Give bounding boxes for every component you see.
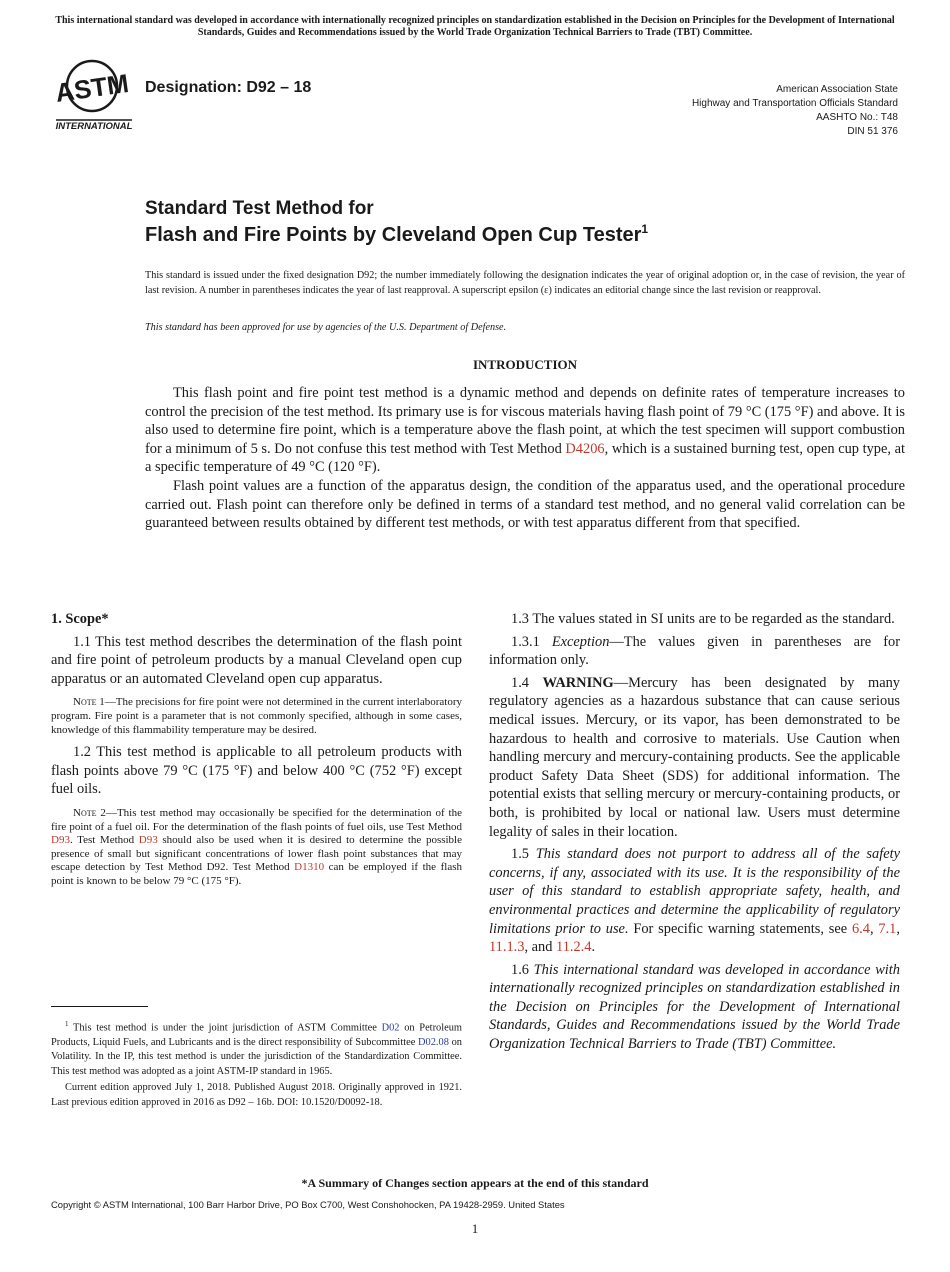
logo-text-international: INTERNATIONAL [55, 121, 133, 132]
page-number: 1 [471, 1221, 479, 1236]
astm-logo [52, 58, 136, 132]
note-1-label: Note 1 [73, 696, 105, 709]
note-2-text: . Test Method [69, 834, 139, 847]
aashto-line: AASHTO No.: T48 [816, 112, 898, 123]
title-line-2 [145, 222, 648, 247]
footnote-2: Current edition approved July 1, 2018. Published August 2018. Originally approved in 1921. Last previous edition approved in 2016 as D92 – 16b. DOI: 10.1520/D0092-18. [51, 1082, 462, 1108]
astm-logo-icon [52, 58, 136, 132]
dod-approval: This standard has been approved for use by agencies of the U.S. Department of Defense. [145, 322, 507, 333]
designation-year: 18 [293, 79, 312, 96]
section-1-3-1 [489, 633, 900, 670]
section-number: 1.3.1 [511, 633, 552, 650]
exception-label: Exception [551, 633, 610, 650]
note-1 [51, 696, 462, 737]
introduction-body [145, 384, 905, 533]
intro-text: This flash point and fire point test method is a dynamic method and depends on definite rates of temperature increases to control the precision of the test method. Its primary use is for viscous materials having flash point of 79 °C (175 °F) and above. It is also used to determine fire point, which is a temperature above the flash point, at which the test specimen will support combustion for a minimum of 5 s. Do not confuse this test method with Test Method [145, 385, 905, 457]
title-line-1: Standard Test Method for [145, 198, 374, 219]
designation-label: Designation: D92 [145, 79, 276, 96]
link-11-1-3[interactable]: 11.1.3 [489, 939, 525, 956]
wto-statement: This international standard was developed in accordance with internationally recognized principles on standardization established in the Decision on Principles for the Development of International Standards, Guides and Recommendations issued by the World Trade Organization Technical Barriers to Trade (TBT) Committee. [489, 961, 900, 1053]
logo-text-astm: ASTM [53, 68, 131, 108]
note-2-label: Note 2 [73, 806, 106, 819]
separator: , and [524, 939, 557, 956]
note-2 [51, 807, 462, 889]
copyright: Copyright © ASTM International, 100 Barr Harbor Drive, PO Box C700, West Conshohocken, PA 19428-2959. United States [51, 1199, 565, 1210]
footnote-divider [51, 1006, 148, 1007]
section-1-3: 1.3 The values stated in SI units are to be regarded as the standard. [511, 611, 895, 627]
standardization-notice: This international standard was developed in accordance with internationally recognized principles on standardization established in the Decision on Principles for the Development of International Standards, Guides and Recommendations issued by the World Trade Organization Technical Barriers to Trade (TBT) Committee. [55, 15, 895, 38]
introduction-paragraph: Flash point values are a function of the apparatus design, the condition of the apparatus used, and the operational procedure carried out. Flash point can therefore only be defined in terms of a standard test method, and no general valid correlation can be guaranteed between results obtained by different test methods, or with test apparatus different from that specified. [145, 477, 905, 532]
designation-dash: – [280, 79, 290, 96]
section-1-4 [489, 674, 900, 841]
title-main: Flash and Fire Points by Cleveland Open Cup Tester [145, 224, 642, 246]
section-text: —Mercury has been designated by many regulatory agencies as a hazardous substance that can cause serious medical issues. Mercury, or its vapor, has been demonstrated to be hazardous to health and corrosive to materials. Use Caution when handling mercury and mercury-containing products. See the applicable product Safety Data Sheet (SDS) for additional information. The potential exists that selling mercury or mercury-containing products, or both, is prohibited by local or national law. Users must determine legality of sales in their location. [489, 674, 900, 840]
separator: , [869, 920, 879, 937]
warning-label: WARNING [542, 674, 614, 691]
link-subcommittee-d02-08[interactable]: D02.08 [418, 1036, 449, 1048]
intro-text: , which is a sustained burning test, open cup type, at a specific temperature of 49 °C (120 °F). [145, 440, 905, 476]
safety-statement: This standard does not purport to address all of the safety concerns, if any, associated with its use. It is the responsibility of the user of this standard to establish appropriate safety, health, and environmental practices and determine the applicability of regulatory limitations prior to use. [489, 846, 900, 937]
link-11-2-4[interactable]: 11.2.4 [556, 939, 592, 956]
introduction-heading: INTRODUCTION [472, 357, 577, 372]
footnote-1-text: This test method is under the joint jurisdiction of ASTM Committee [68, 1022, 382, 1034]
footnote-1 [51, 1017, 462, 1079]
section-1-5 [489, 845, 900, 957]
left-column [51, 610, 462, 895]
separator: , [896, 920, 900, 937]
aashto-block [692, 83, 898, 139]
note-2-text: —This test method may occasionally be specified for the determination of the fire point of a fuel oil. For the determination of the flash points of fuel oils, use Test Method [51, 806, 462, 833]
footnote-1-mark: 1 [65, 1020, 69, 1028]
right-column [489, 610, 900, 1058]
section-heading-scope: 1. Scope* [51, 611, 109, 627]
summary-of-changes-notice: *A Summary of Changes section appears at the end of this standard [301, 1176, 649, 1190]
note-2-text: can be employed if the flash point is known to be below 79 °C (175 °F). [51, 861, 462, 887]
note-1-text: —The precisions for fire point were not determined in the current interlaboratory program. Fire point is a parameter that is not commonly specified, although in some cases, knowledge of this flammability temperature may be desired. [51, 696, 462, 736]
section-number: 1.4 [511, 674, 543, 691]
link-6-4[interactable]: 6.4 [851, 920, 870, 937]
separator: . [591, 939, 596, 956]
title-footnote-mark: 1 [641, 222, 649, 236]
aashto-line: Highway and Transportation Officials Standard [691, 98, 898, 109]
section-text: —The values given in parentheses are for information only. [489, 633, 900, 669]
link-7-1[interactable]: 7.1 [878, 920, 897, 937]
link-d93[interactable]: D93 [51, 834, 70, 847]
note-2-text: should also be used when it is desired to determine the possible presence of small but significant concentrations of lower flash point substances that may escape detection by Test Method D92. Test Method [51, 834, 462, 874]
section-number: 1.5 [511, 846, 536, 863]
introduction-paragraph [145, 384, 905, 477]
section-1-1: 1.1 This test method describes the determination of the flash point and fire point of petroleum products by a manual Cleveland open cup apparatus or an automated Cleveland open cup apparatus. [51, 633, 462, 687]
aashto-line: DIN 51 376 [847, 126, 898, 137]
link-d4206[interactable]: D4206 [565, 440, 605, 457]
footnote-1-text: on Volatility. In the IP, this test method is under the jurisdiction of the Standardization Committee. This test method was adopted as a joint ASTM-IP standard in 1965. [51, 1036, 462, 1077]
footnotes [51, 1017, 462, 1112]
link-d93[interactable]: D93 [138, 834, 158, 847]
section-1-2: 1.2 This test method is applicable to all petroleum products with flash points above 79 °C (175 °F) and below 400 °C (752 °F) except fuel oils. [51, 744, 462, 798]
aashto-line: American Association State [776, 84, 898, 95]
footnote-1-text: on Petroleum Products, Liquid Fuels, and Lubricants and is the direct responsibility of Subcommittee [51, 1022, 463, 1048]
link-committee-d02[interactable]: D02 [381, 1022, 400, 1034]
section-text: For specific warning statements, see [628, 920, 852, 937]
issued-statement: This standard is issued under the fixed designation D92; the number immediately following the designation indicates the year of original adoption or, in the case of revision, the year of last revision. A number in parentheses indicates the year of last reapproval. A superscript epsilon (ε) indicates an editorial change since the last revision or reapproval. [145, 270, 905, 296]
link-d1310[interactable]: D1310 [294, 861, 325, 874]
section-number: 1.6 [511, 961, 534, 978]
designation [145, 79, 311, 97]
section-1-6 [489, 961, 900, 1054]
